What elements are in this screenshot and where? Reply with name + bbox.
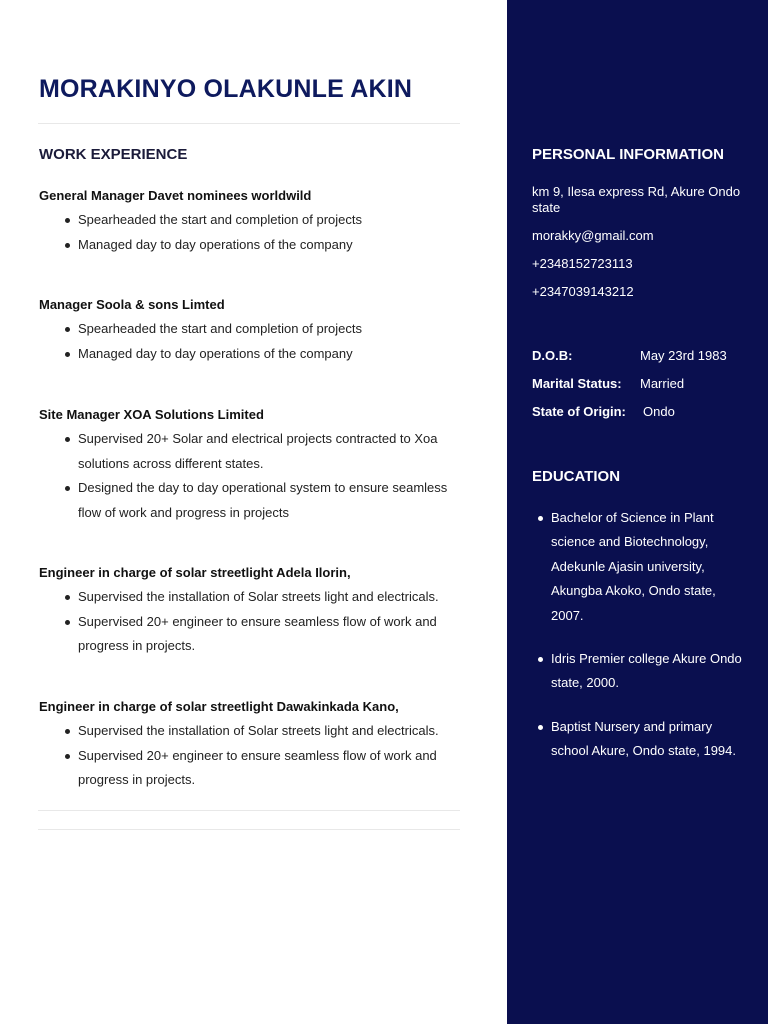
phone-secondary: +2347039143212 [532, 284, 634, 299]
state-of-origin-label: State of Origin: [532, 404, 626, 419]
job-bullets [39, 427, 459, 525]
job-entry [39, 293, 459, 366]
education-heading: EDUCATION [532, 468, 621, 485]
state-of-origin-value: Ondo [643, 404, 675, 419]
job-bullet: Supervised the installation of Solar streets light and electricals. [78, 719, 459, 744]
job-bullets [39, 719, 459, 793]
dob-value: May 23rd 1983 [640, 348, 727, 363]
divider [38, 810, 460, 811]
education-entry [532, 715, 742, 764]
email: morakky@gmail.com [532, 228, 654, 243]
job-bullets [39, 208, 459, 257]
job-title: Engineer in charge of solar streetlight Dawakinkada Kano, [39, 699, 399, 714]
job-title: Manager Soola & sons Limted [39, 297, 225, 312]
personal-information-heading: PERSONAL INFORMATION [532, 146, 724, 163]
job-bullet: Supervised the installation of Solar streets light and electricals. [78, 585, 459, 610]
job-entry [39, 695, 459, 793]
job-bullet: Supervised 20+ Solar and electrical projects contracted to Xoa solutions across different states. [78, 427, 459, 476]
marital-status-label: Marital Status: [532, 376, 622, 391]
job-bullets [39, 585, 459, 659]
marital-status-value: Married [640, 376, 685, 391]
education-entry [532, 647, 742, 696]
education-item: Baptist Nursery and primary school Akure, Ondo state, 1994. [551, 715, 742, 764]
job-bullet: Spearheaded the start and completion of projects [78, 317, 459, 342]
job-bullet: Spearheaded the start and completion of projects [78, 208, 459, 233]
education-entry [532, 506, 742, 628]
candidate-name: MORAKINYO OLAKUNLE AKIN [39, 75, 413, 103]
job-title: Engineer in charge of solar streetlight Adela Ilorin, [39, 565, 351, 580]
job-title: Site Manager XOA Solutions Limited [39, 407, 264, 422]
job-entry [39, 561, 459, 659]
job-bullet: Designed the day to day operational system to ensure seamless flow of work and progress in projects [78, 476, 459, 525]
job-bullet: Supervised 20+ engineer to ensure seamless flow of work and progress in projects. [78, 610, 459, 659]
dob-label: D.O.B: [532, 348, 573, 363]
job-bullet: Supervised 20+ engineer to ensure seamless flow of work and progress in projects. [78, 744, 459, 793]
work-experience-heading: WORK EXPERIENCE [39, 146, 188, 163]
job-title: General Manager Davet nominees worldwild [39, 188, 312, 203]
job-bullet: Managed day to day operations of the company [78, 342, 459, 367]
education-item: Idris Premier college Akure Ondo state, 2000. [551, 647, 742, 696]
education-item: Bachelor of Science in Plant science and Biotechnology, Adekunle Ajasin university, Akungba Akoko, Ondo state, 2007. [551, 506, 742, 628]
job-entry [39, 184, 459, 257]
divider [38, 123, 460, 124]
address: km 9, Ilesa express Rd, Akure Ondo state [532, 184, 741, 215]
job-bullet: Managed day to day operations of the company [78, 233, 459, 258]
phone-primary: +2348152723113 [532, 256, 633, 271]
job-bullets [39, 317, 459, 366]
job-entry [39, 403, 459, 525]
divider [38, 829, 460, 830]
